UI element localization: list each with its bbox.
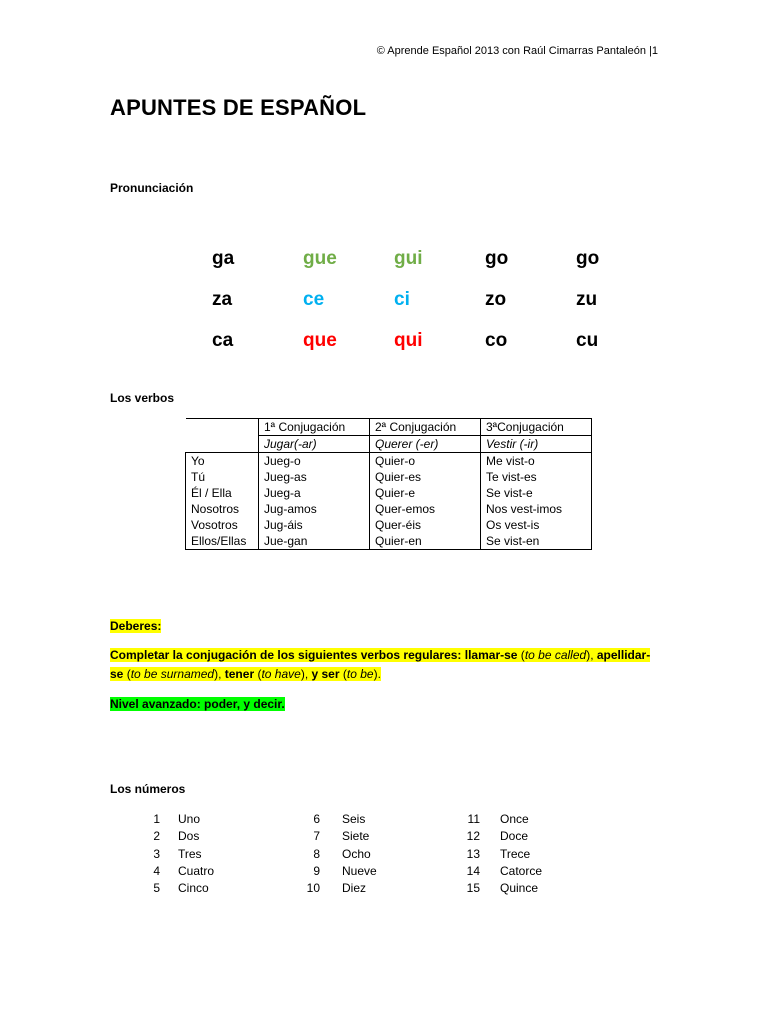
table-cell: Os vest-is [481,517,592,533]
page-header: © Aprende Español 2013 con Raúl Cimarras Pantaleón |1 [376,45,658,57]
number-word: Ocho [342,846,371,861]
pronoun-cell: Tú [186,469,259,485]
infinitive-cell: Jugar(-ar) [259,436,370,453]
table-row [186,517,592,533]
table-cell: Jueg-as [259,469,370,485]
number-digit: 1 [153,812,160,826]
table-cell: Se vist-en [481,533,592,550]
number-digit: 14 [466,863,480,878]
syllable: go [576,247,600,269]
syllable: gue [303,247,337,269]
table-cell: Me vist-o [481,453,592,470]
syllable: ga [212,247,235,269]
table-cell: Nos vest-imos [481,501,592,517]
numbers-list [0,811,768,901]
number-digit: 10 [306,881,320,896]
number-digit: 8 [313,846,320,861]
syllable: ca [212,329,234,351]
table-cell: Quier-es [370,469,481,485]
pronoun-cell: Él / Ella [186,485,259,501]
infinitive-cell: Vestir (-ir) [481,436,592,453]
number-digit: 7 [313,829,320,844]
syllable: za [212,288,233,310]
advanced-level-text: Nivel avanzado: poder, y decir. [110,697,285,711]
number-word: Doce [500,829,529,844]
column-header: 3ªConjugación [481,419,592,436]
number-word: Uno [178,812,201,826]
table-row [186,533,592,550]
number-digit: 12 [466,829,480,844]
table-cell: Jue-gan [259,533,370,550]
table-cell: Quer-emos [370,501,481,517]
number-word: Once [500,812,529,826]
table-row [186,453,592,470]
column-header: 2ª Conjugación [370,419,481,436]
pronoun-cell: Ellos/Ellas [186,533,259,550]
number-digit: 6 [313,812,320,826]
number-digit: 13 [466,846,480,861]
number-word: Catorce [500,863,543,878]
number-word: Dos [178,829,200,844]
homework-paragraph: Completar la conjugación de los siguientes verbos regulares: llamar-se (to be called), apellidar- se (to be surnamed), tener (to have), y ser (to be). [110,648,651,681]
number-word: Tres [178,846,202,861]
syllable: ce [303,288,325,310]
table-row [186,501,592,517]
syllable-row [212,238,667,279]
table-corner [186,419,259,436]
table-cell: Se vist-e [481,485,592,501]
conjugation-table [185,418,592,550]
table-cell: Quier-e [370,485,481,501]
table-row [186,485,592,501]
pronunciation-grid [212,238,667,361]
syllable-row [212,320,667,361]
number-digit: 3 [153,846,160,861]
table-row [186,469,592,485]
syllable-row [212,279,667,320]
homework-label: Deberes: [110,619,162,633]
number-digit: 4 [153,863,160,878]
number-word: Cinco [178,881,209,896]
pronunciation-label: Pronunciación [110,181,194,195]
table-cell: Jueg-a [259,485,370,501]
syllable: cu [576,329,599,351]
syllable: go [485,247,509,269]
table-cell: Jug-áis [259,517,370,533]
number-word: Diez [342,881,367,896]
number-word: Quince [500,881,539,896]
number-word: Siete [342,829,370,844]
table-cell: Quer-éis [370,517,481,533]
number-digit: 2 [153,829,160,844]
syllable: co [485,329,508,351]
homework-text: Completar la conjugación de los siguientes verbos regulares: llamar-se [110,648,518,662]
column-header: 1ª Conjugación [259,419,370,436]
syllable: zo [485,288,507,310]
pronoun-cell: Yo [186,453,259,470]
number-digit: 9 [313,863,320,878]
syllable: gui [394,247,423,269]
number-word: Trece [500,846,531,861]
table-cell: Jueg-o [259,453,370,470]
table-cell: Quier-en [370,533,481,550]
number-word: Cuatro [178,863,215,878]
syllable: ci [394,288,410,310]
number-digit: 15 [466,881,480,896]
syllable: que [303,329,337,351]
syllable: qui [394,329,423,351]
number-word: Seis [342,812,366,826]
page-title: APUNTES DE ESPAÑOL [110,95,367,120]
pronoun-cell: Vosotros [186,517,259,533]
number-digit: 5 [153,881,160,896]
verbs-label: Los verbos [110,391,175,405]
table-cell: Jug-amos [259,501,370,517]
table-cell: Te vist-es [481,469,592,485]
pronoun-cell: Nosotros [186,501,259,517]
number-word: Nueve [342,863,377,878]
table-corner [186,436,259,453]
numbers-label: Los números [110,782,186,796]
syllable: zu [576,288,598,310]
table-cell: Quier-o [370,453,481,470]
number-digit: 11 [467,812,480,826]
infinitive-cell: Querer (-er) [370,436,481,453]
